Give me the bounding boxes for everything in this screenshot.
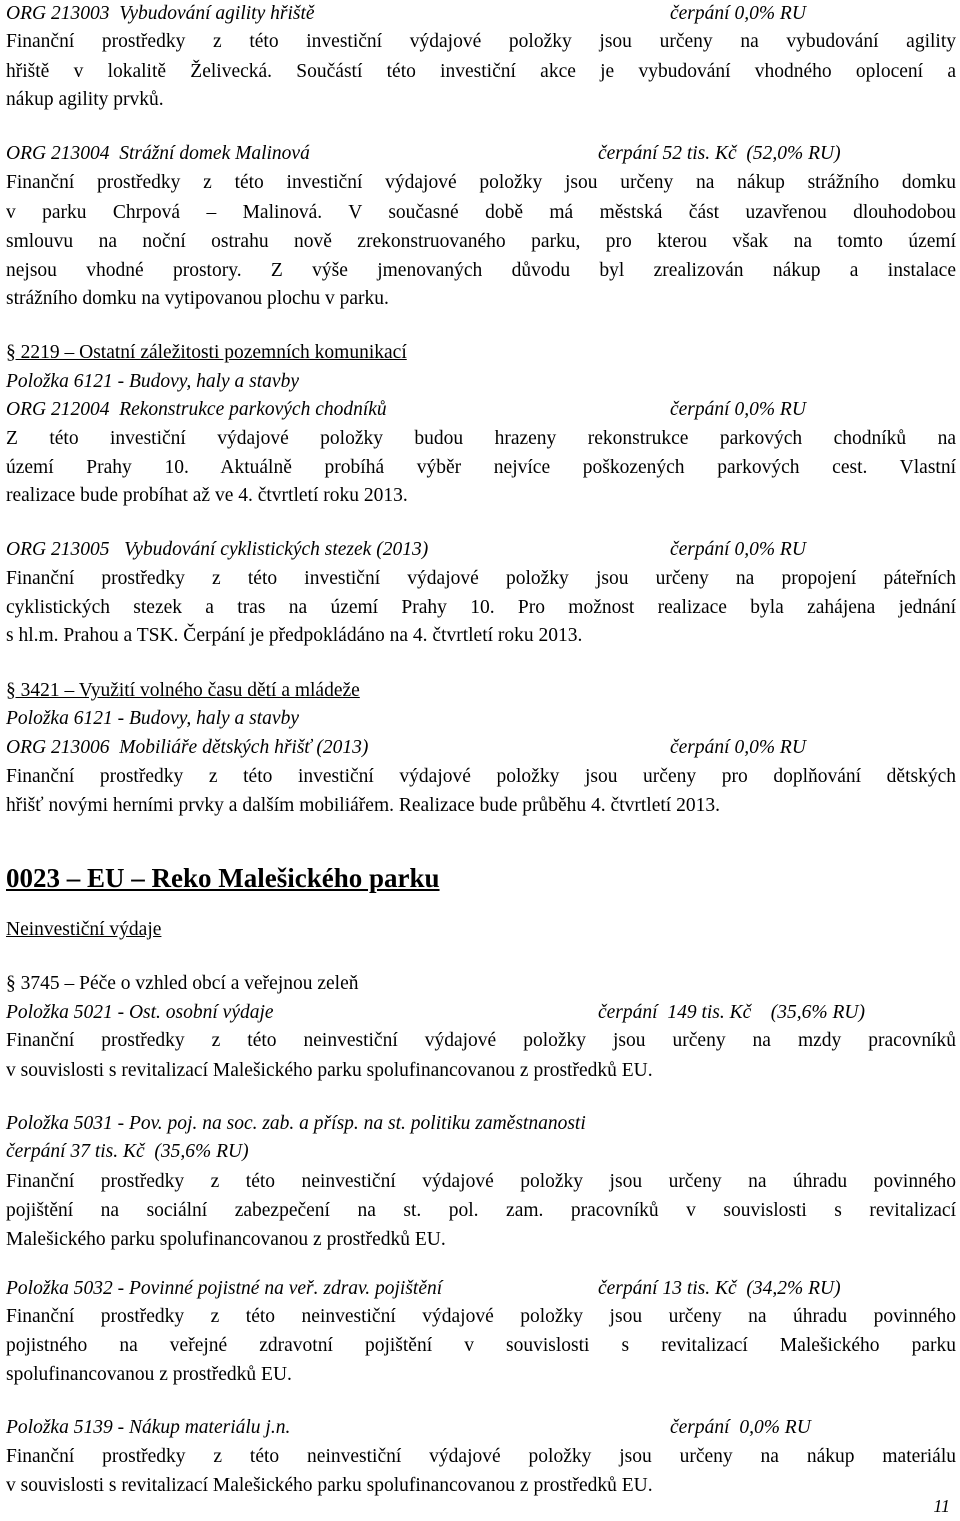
eu-subtitle: Neinvestiční výdaje [6, 919, 162, 940]
body-line: Finanční prostředky z této neinvestiční výdajové položky jsou určeny na úhradu povinného [6, 1171, 956, 1192]
org-213004-label: ORG 213004 Strážní domek Malinová [6, 143, 310, 164]
body-line: pojistného na veřejné zdravotní pojištění v souvislosti s revitalizací Malešického parku [6, 1335, 956, 1356]
section-3421-heading: § 3421 – Využití volného času dětí a mládeže [6, 680, 360, 701]
org-212004-cerpani: čerpání 0,0% RU [670, 399, 806, 420]
page-number: 11 [933, 1496, 950, 1516]
body-line: nákup agility prvků. [6, 89, 164, 110]
body-line: realizace bude probíhat až ve 4. čtvrtletí roku 2013. [6, 485, 408, 506]
org-213003-label: ORG 213003 Vybudování agility hřiště [6, 3, 315, 24]
section-2219-heading: § 2219 – Ostatní záležitosti pozemních komunikací [6, 342, 407, 363]
org-213003-cerpani: čerpání 0,0% RU [670, 3, 806, 24]
body-line: Finanční prostředky z této neinvestiční výdajové položky jsou určeny na mzdy pracovníků [6, 1030, 956, 1051]
org-213005-cerpani: čerpání 0,0% RU [670, 539, 806, 560]
body-line: Z této investiční výdajové položky budou hrazeny rekonstrukce parkových chodníků na [6, 428, 956, 449]
body-line: Finanční prostředky z této neinvestiční výdajové položky jsou určeny na nákup materiálu [6, 1446, 956, 1467]
polozka-5032-label: Položka 5032 - Povinné pojistné na veř. zdrav. pojištění [6, 1278, 443, 1299]
body-line: hřišť novými herními prvky a dalším mobiliářem. Realizace bude průběhu 4. čtvrtletí 2013. [6, 795, 720, 816]
polozka-6121-label: Položka 6121 - Budovy, haly a stavby [6, 371, 299, 392]
body-line: území Prahy 10. Aktuálně probíhá výběr nejvíce poškozených parkových cest. Vlastní [6, 457, 956, 478]
body-line: v parku Chrpová – Malinová. V současné době má městská část uzavřenou dlouhodobou [6, 202, 956, 223]
polozka-5021-label: Položka 5021 - Ost. osobní výdaje [6, 1002, 274, 1023]
polozka-5139-cerpani: čerpání 0,0% RU [670, 1417, 811, 1438]
body-line: v souvislosti s revitalizací Malešického parku spolufinancovanou z prostředků EU. [6, 1475, 653, 1496]
polozka-5021-cerpani: čerpání 149 tis. Kč (35,6% RU) [598, 1002, 866, 1023]
body-line: cyklistických stezek a tras na území Prahy 10. Pro možnost realizace byla zahájena jednání [6, 597, 956, 618]
eu-section-title: 0023 – EU – Reko Malešického parku [6, 863, 440, 893]
body-line: Finanční prostředky z této investiční výdajové položky jsou určeny pro doplňování dětských [6, 766, 956, 787]
body-line: Finanční prostředky z této investiční výdajové položky jsou určeny na propojení páteřních [6, 568, 956, 589]
body-line: spolufinancovanou z prostředků EU. [6, 1364, 292, 1385]
body-line: Finanční prostředky z této investiční výdajové položky jsou určeny na nákup strážního domku [6, 172, 956, 193]
org-213005-label: ORG 213005 Vybudování cyklistických stezek (2013) [6, 539, 429, 560]
body-line: Malešického parku spolufinancovanou z prostředků EU. [6, 1229, 446, 1250]
body-line: pojištění na sociální zabezpečení na st. pol. zam. pracovníků v souvislosti s revitalizací [6, 1200, 956, 1221]
body-line: strážního domku na vytipovanou plochu v parku. [6, 288, 389, 309]
org-213006-cerpani: čerpání 0,0% RU [670, 737, 806, 758]
section-3745-heading: § 3745 – Péče o vzhled obcí a veřejnou zeleň [6, 973, 359, 994]
polozka-5031-cerpani: čerpání 37 tis. Kč (35,6% RU) [6, 1141, 249, 1162]
body-line: Finanční prostředky z této neinvestiční výdajové položky jsou určeny na úhradu povinného [6, 1306, 956, 1327]
body-line: smlouvu na noční ostrahu nově zrekonstruovaného parku, pro kterou však na tomto území [6, 231, 956, 252]
body-line: Finanční prostředky z této investiční výdajové položky jsou určeny na vybudování agility [6, 31, 956, 52]
org-213006-label: ORG 213006 Mobiliáře dětských hřišť (2013) [6, 737, 369, 758]
org-212004-label: ORG 212004 Rekonstrukce parkových chodníků [6, 399, 387, 420]
polozka-5139-label: Položka 5139 - Nákup materiálu j.n. [6, 1417, 291, 1438]
polozka-5032-cerpani: čerpání 13 tis. Kč (34,2% RU) [598, 1278, 841, 1299]
body-line: s hl.m. Prahou a TSK. Čerpání je předpokládáno na 4. čtvrtletí roku 2013. [6, 625, 583, 646]
org-213004-cerpani: čerpání 52 tis. Kč (52,0% RU) [598, 143, 841, 164]
polozka-5031-label: Položka 5031 - Pov. poj. na soc. zab. a přísp. na st. politiku zaměstnanosti [6, 1113, 586, 1134]
polozka-6121-label: Položka 6121 - Budovy, haly a stavby [6, 708, 299, 729]
body-line: hřiště v lokalitě Želivecká. Součástí této investiční akce je vybudování vhodného oplocení a [6, 61, 956, 82]
body-line: v souvislosti s revitalizací Malešického parku spolufinancovanou z prostředků EU. [6, 1060, 653, 1081]
body-line: nejsou vhodné prostory. Z výše jmenovaných důvodu byl zrealizován nákup a instalace [6, 260, 956, 281]
